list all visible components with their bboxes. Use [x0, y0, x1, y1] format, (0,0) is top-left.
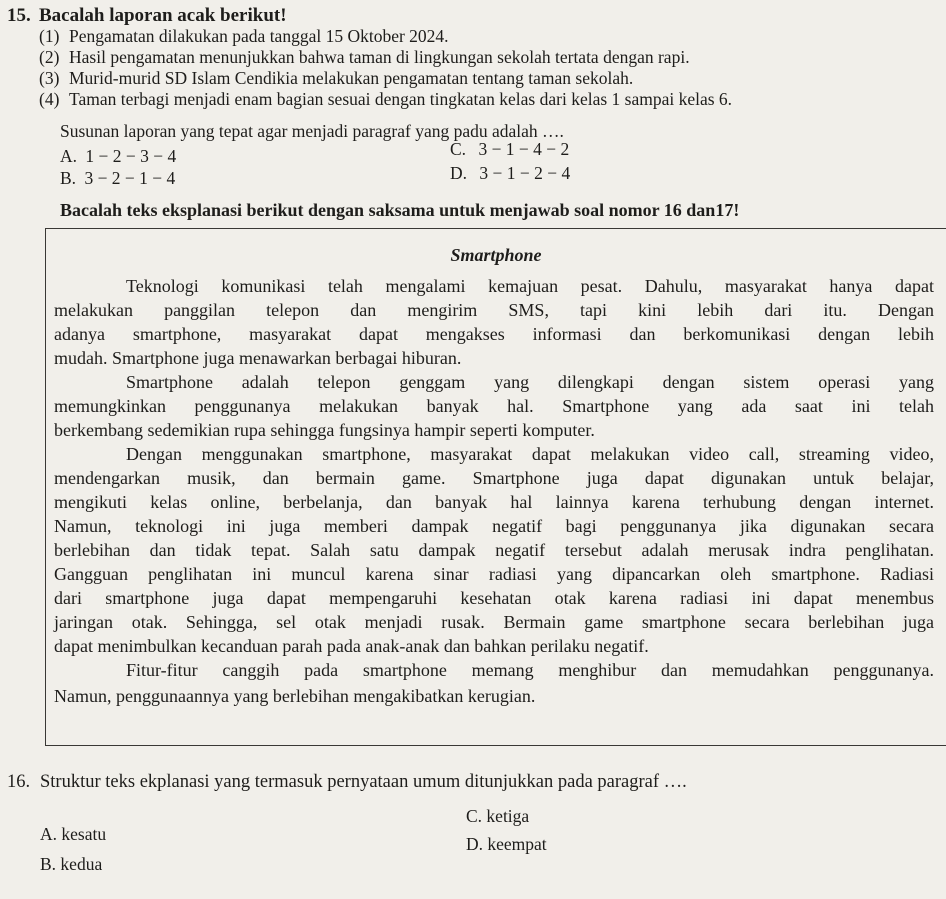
- passage-line: berkembang sedemikian rupa sehingga fungsinya hampir seperti komputer.: [54, 420, 595, 440]
- passage-line: jaringan otak. Sehingga, sel otak menjadi rusak. Bermain game smartphone secara berlebihan juga: [54, 612, 934, 632]
- q15-prompt: Susunan laporan yang tepat agar menjadi paragraf yang padu adalah ….: [60, 121, 564, 141]
- q15-number: 15.: [7, 5, 31, 26]
- passage-line: berlebihan dan tidak tepat. Salah satu dampak negatif tersebut adalah merusak indra penglihatan.: [54, 540, 934, 560]
- passage-line: mudah. Smartphone juga menawarkan berbagai hiburan.: [54, 348, 462, 368]
- q15-option-d[interactable]: [450, 163, 570, 184]
- passage-line: Teknologi komunikasi telah mengalami kemajuan pesat. Dahulu, masyarakat hanya dapat: [126, 276, 934, 296]
- q16-text: Struktur teks ekplanasi yang termasuk pernyataan umum ditunjukkan pada paragraf ….: [40, 772, 687, 792]
- passage-line: dapat menimbulkan kecanduan parah pada anak-anak dan bahkan perilaku negatif.: [54, 636, 649, 656]
- passage-line: melakukan panggilan telepon dan mengirim SMS, tapi kini lebih dari itu. Dengan: [54, 300, 934, 320]
- option-text: 3 − 2 − 1 − 4: [84, 168, 176, 188]
- q16-option-d[interactable]: D. keempat: [466, 834, 547, 854]
- q15-item-2-text: Hasil pengamatan menunjukkan bahwa taman di lingkungan sekolah tertata dengan rapi.: [69, 47, 690, 67]
- q15-item-4-number: (4): [39, 89, 60, 109]
- passage-line: adanya smartphone, masyarakat dapat mengakses informasi dan berkomunikasi dengan lebih: [54, 324, 934, 344]
- passage-box: [45, 228, 946, 746]
- option-label: B.: [60, 168, 77, 188]
- q15-item-4-text: Taman terbagi menjadi enam bagian sesuai dengan tingkatan kelas dari kelas 1 sampai kelas 6.: [69, 89, 733, 109]
- passage-title: Smartphone: [450, 245, 542, 265]
- passage-line: Fitur-fitur canggih pada smartphone memang menghibur dan memudahkan penggunanya.: [126, 660, 934, 680]
- q15-item-1-number: (1): [39, 26, 60, 46]
- passage-line: Smartphone adalah telepon genggam yang dilengkapi dengan sistem operasi yang: [126, 372, 934, 392]
- q16-option-b[interactable]: B. kedua: [40, 854, 103, 874]
- option-text: 1 − 2 − 3 − 4: [85, 146, 177, 166]
- q15-item-3-number: (3): [39, 68, 60, 88]
- passage-line: Gangguan penglihatan ini muncul karena sinar radiasi yang dipancarkan oleh smartphone. Radiasi: [54, 564, 934, 584]
- option-text: 3 − 1 − 2 − 4: [479, 163, 571, 183]
- passage-line: mengikuti kelas online, berbelanja, dan banyak hal lainnya karena terhubung dengan internet.: [54, 492, 934, 512]
- option-label: A.: [60, 146, 78, 166]
- option-label: C.: [450, 139, 467, 159]
- q15-item-1-text: Pengamatan dilakukan pada tanggal 15 Oktober 2024.: [69, 26, 449, 46]
- passage-line: Dengan menggunakan smartphone, masyarakat dapat melakukan video call, streaming video,: [126, 444, 934, 464]
- passage-line: dari smartphone juga dapat mempengaruhi kesehatan otak karena radiasi ini dapat menembus: [54, 588, 934, 608]
- passage-line: Namun, teknologi ini juga memberi dampak negatif bagi penggunanya jika digunakan secara: [54, 516, 934, 536]
- q16-option-c[interactable]: C. ketiga: [466, 806, 530, 826]
- q15-option-b[interactable]: [60, 168, 175, 189]
- passage-instruction: Bacalah teks eksplanasi berikut dengan saksama untuk menjawab soal nomor 16 dan17!: [60, 200, 740, 220]
- passage-line: mendengarkan musik, dan bermain game. Smartphone juga dapat digunakan untuk belajar,: [54, 468, 934, 488]
- q16-number: 16.: [7, 772, 31, 792]
- q15-title: Bacalah laporan acak berikut!: [39, 5, 287, 26]
- q15-item-2-number: (2): [39, 47, 60, 67]
- passage-line: Namun, penggunaannya yang berlebihan mengakibatkan kerugian.: [54, 686, 536, 706]
- option-text: 3 − 1 − 4 − 2: [478, 139, 570, 159]
- q15-option-a[interactable]: [60, 146, 176, 167]
- option-label: D.: [450, 163, 468, 183]
- passage-line: memungkinkan penggunanya melakukan banyak hal. Smartphone yang ada saat ini telah: [54, 396, 934, 416]
- q15-option-c[interactable]: [450, 139, 569, 160]
- q16-option-a[interactable]: A. kesatu: [40, 824, 107, 844]
- q15-item-3-text: Murid-murid SD Islam Cendikia melakukan pengamatan tentang taman sekolah.: [69, 68, 634, 88]
